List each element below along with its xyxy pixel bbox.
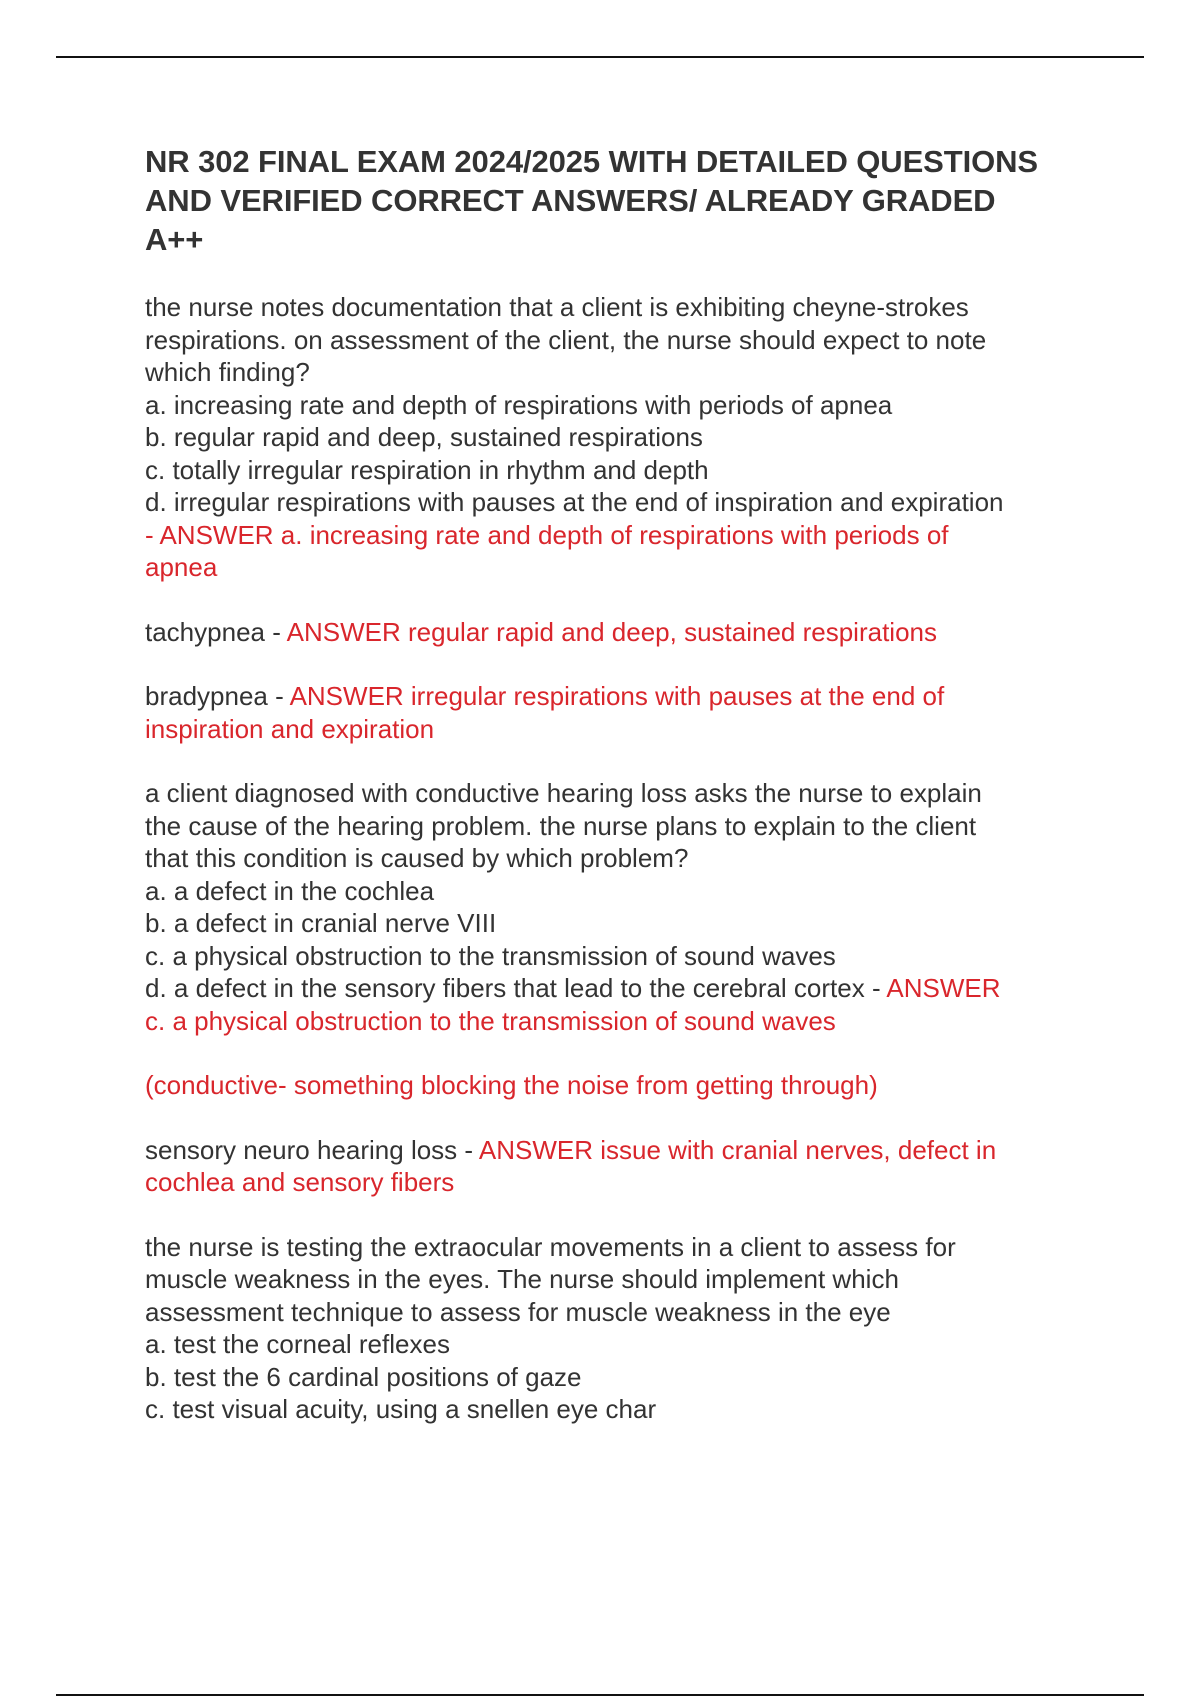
- answer-note: [145, 1069, 1105, 1102]
- question-line: the nurse is testing the extraocular movements in a client to assess for: [145, 1231, 956, 1262]
- option-line: b. regular rapid and deep, sustained respirations: [145, 422, 703, 452]
- bottom-rule: [56, 1694, 1144, 1696]
- option-line: d. a defect in the sensory fibers that lead to the cerebral cortex -: [145, 973, 887, 1003]
- term-tachypnea: [145, 616, 1105, 649]
- option-line: b. a defect in cranial nerve VIII: [145, 908, 497, 938]
- answer-text: ANSWER irregular respirations with pauses at the end of: [289, 681, 945, 711]
- option-line: c. test visual acuity, using a snellen eye char: [145, 1394, 657, 1424]
- option-line: c. totally irregular respiration in rhythm and depth: [145, 454, 709, 485]
- term-label: bradypnea -: [145, 681, 290, 711]
- question-extraocular-movements: [145, 1231, 1105, 1426]
- question-cheyne-stokes: [145, 291, 1105, 584]
- answer-line: apnea: [145, 552, 218, 582]
- option-line: a. increasing rate and depth of respirations with periods of apnea: [145, 389, 893, 420]
- question-line: a client diagnosed with conductive hearing loss asks the nurse to explain: [145, 778, 982, 808]
- answer-line: c. a physical obstruction to the transmission of sound waves: [145, 1005, 836, 1036]
- answer-line: inspiration and expiration: [145, 713, 435, 744]
- question-line: that this condition is caused by which problem?: [145, 843, 689, 873]
- page-title: [145, 142, 1105, 259]
- answer-text: ANSWER: [886, 973, 1001, 1003]
- term-bradypnea: [145, 680, 1105, 745]
- term-sensory-neuro-hearing-loss: [145, 1134, 1105, 1199]
- option-line: b. test the 6 cardinal positions of gaze: [145, 1361, 582, 1392]
- question-line: muscle weakness in the eyes. The nurse should implement which: [145, 1264, 899, 1294]
- question-conductive-hearing-loss: [145, 777, 1105, 1037]
- question-line: respirations. on assessment of the client, the nurse should expect to note: [145, 324, 987, 355]
- title-line: NR 302 FINAL EXAM 2024/2025 WITH DETAILED QUESTIONS: [145, 144, 1038, 179]
- note-line: (conductive- something blocking the noise from getting through): [145, 1070, 878, 1100]
- question-line: assessment technique to assess for muscle weakness in the eye: [145, 1296, 891, 1327]
- answer-line: cochlea and sensory fibers: [145, 1167, 455, 1197]
- question-line: the nurse notes documentation that a client is exhibiting cheyne-strokes: [145, 292, 969, 322]
- question-line: the cause of the hearing problem. the nurse plans to explain to the client: [145, 810, 977, 841]
- title-line: A++: [145, 222, 204, 257]
- option-line: c. a physical obstruction to the transmission of sound waves: [145, 940, 836, 971]
- option-line: a. test the corneal reflexes: [145, 1329, 450, 1359]
- term-label: sensory neuro hearing loss -: [145, 1134, 479, 1165]
- answer-line: - ANSWER a. increasing rate and depth of respirations with periods of: [145, 519, 949, 550]
- term-label: tachypnea -: [145, 616, 287, 647]
- question-line: which finding?: [145, 357, 310, 387]
- document-body: [145, 142, 1105, 1458]
- option-line: a. a defect in the cochlea: [145, 875, 435, 906]
- option-line: d. irregular respirations with pauses at the end of inspiration and expiration: [145, 487, 1004, 517]
- title-line: AND VERIFIED CORRECT ANSWERS/ ALREADY GRADED: [145, 183, 996, 218]
- answer-text: ANSWER regular rapid and deep, sustained respirations: [286, 616, 937, 647]
- answer-text: ANSWER issue with cranial nerves, defect in: [478, 1134, 997, 1165]
- top-rule: [56, 56, 1144, 58]
